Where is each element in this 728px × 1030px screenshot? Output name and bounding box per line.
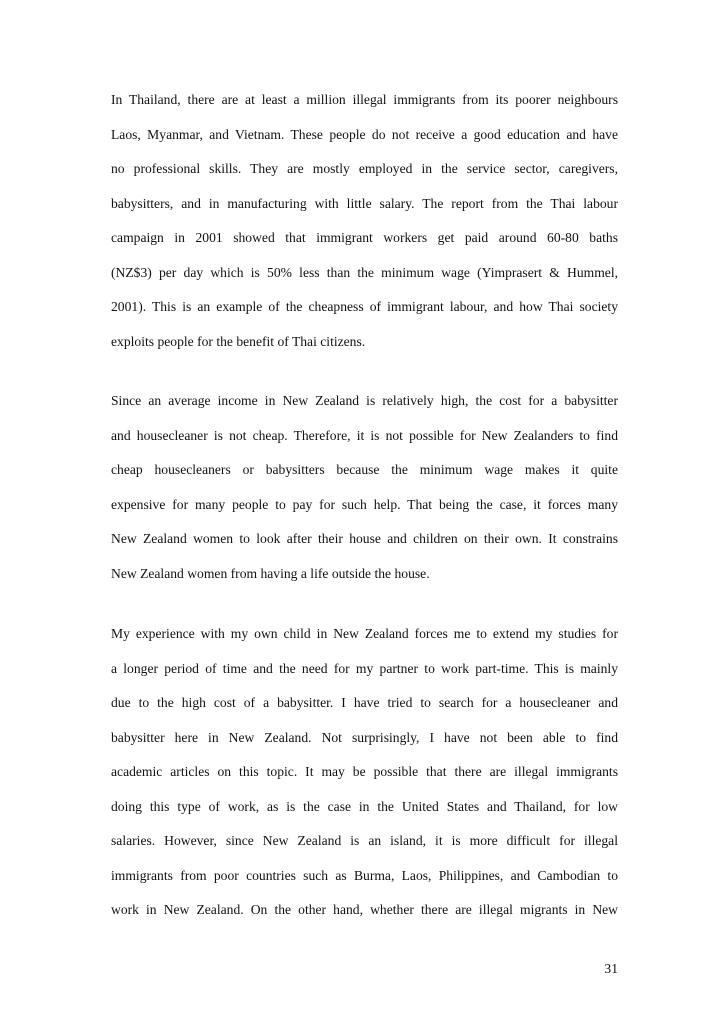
text-line: Laos, Myanmar, and Vietnam. These people do not receive a good education and have xyxy=(111,126,618,142)
text-line: New Zealand women to look after their house and children on their own. It constrains xyxy=(111,531,618,546)
text-line: work in New Zealand. On the other hand, whether there are illegal migrants in New xyxy=(111,902,618,917)
text-line: campaign in 2001 showed that immigrant workers get paid around 60-80 baths xyxy=(111,230,618,245)
text-line: In Thailand, there are at least a million illegal immigrants from its poorer neighbours xyxy=(111,92,618,107)
text-line: a longer period of time and the need for my partner to work part-time. This is mainly xyxy=(111,660,618,676)
text-line: immigrants from poor countries such as Burma, Laos, Philippines, and Cambodian to xyxy=(111,867,618,883)
text-line: cheap housecleaners or babysitters because the minimum wage makes it quite xyxy=(111,462,618,477)
text-line: and housecleaner is not cheap. Therefore, it is not possible for New Zealanders to find xyxy=(111,427,618,443)
text-line: New Zealand women from having a life outside the house. xyxy=(111,565,430,581)
text-line: babysitters, and in manufacturing with little salary. The report from the Thai labour xyxy=(111,195,618,211)
paragraph-personal-experience xyxy=(111,617,618,928)
text-line: 2001). This is an example of the cheapness of immigrant labour, and how Thai society xyxy=(111,299,618,314)
paragraph-new-zealand-income xyxy=(111,384,618,591)
text-line: salaries. However, since New Zealand is an island, it is more difficult for illegal xyxy=(111,833,618,848)
paragraph-thailand-immigrants xyxy=(111,83,618,359)
text-line: no professional skills. They are mostly employed in the service sector, caregivers, xyxy=(111,161,618,176)
text-line: My experience with my own child in New Zealand forces me to extend my studies for xyxy=(111,626,618,641)
text-line: exploits people for the benefit of Thai citizens. xyxy=(111,333,366,349)
text-line: doing this type of work, as is the case in the United States and Thailand, for low xyxy=(111,798,618,814)
text-line: babysitter here in New Zealand. Not surprisingly, I have not been able to find xyxy=(111,729,618,745)
text-line: Since an average income in New Zealand is relatively high, the cost for a babysitter xyxy=(111,393,618,408)
page-number: 31 xyxy=(604,961,618,976)
text-line: due to the high cost of a babysitter. I have tried to search for a housecleaner and xyxy=(111,695,618,710)
text-line: (NZ$3) per day which is 50% less than the minimum wage (Yimprasert & Hummel, xyxy=(111,264,618,280)
text-line: academic articles on this topic. It may be possible that there are illegal immigrants xyxy=(111,764,618,779)
text-line: expensive for many people to pay for such help. That being the case, it forces many xyxy=(111,496,618,512)
